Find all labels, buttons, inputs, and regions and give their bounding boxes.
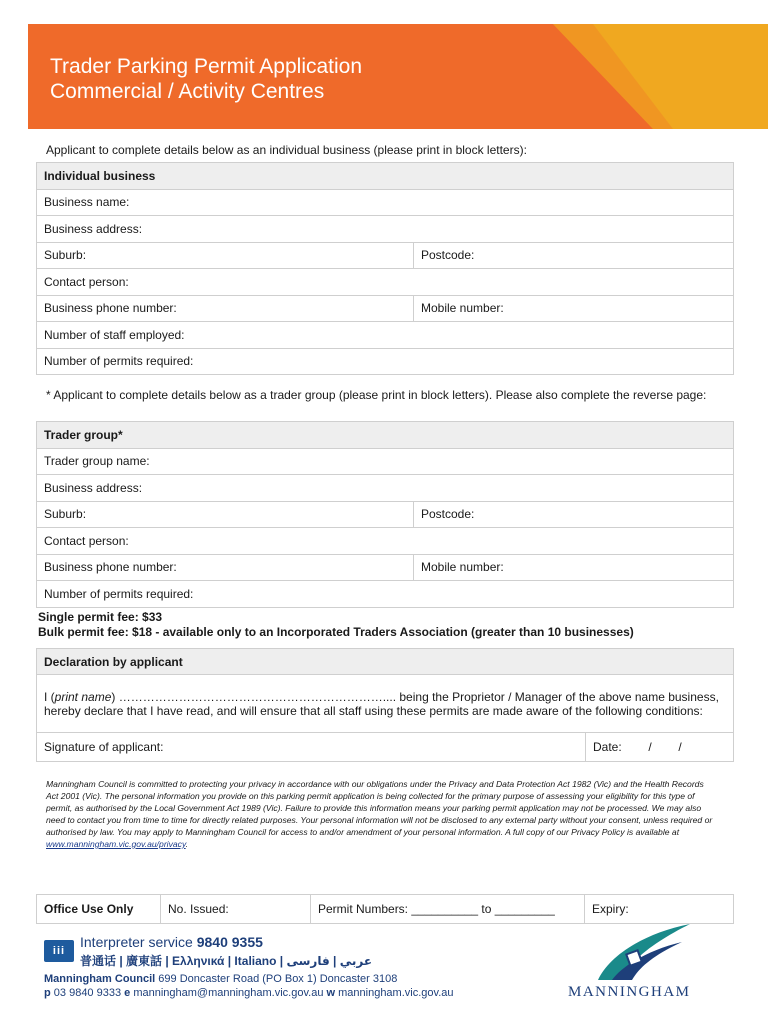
permit-numbers-field[interactable]: Permit Numbers: __________ to _________ xyxy=(311,895,585,924)
business-address-field[interactable]: Business address: xyxy=(37,216,734,243)
office-use-heading: Office Use Only xyxy=(37,895,161,924)
title-line-2: Commercial / Activity Centres xyxy=(50,80,325,103)
web-label: w xyxy=(326,987,336,999)
trader-business-address-field[interactable]: Business address: xyxy=(37,475,734,502)
manningham-logo xyxy=(560,922,720,1002)
expiry-field[interactable]: Expiry: xyxy=(585,895,734,924)
date-field[interactable] xyxy=(586,733,734,762)
council-contact xyxy=(44,972,453,1000)
phone-label: p xyxy=(44,987,51,999)
interpreter-languages: 普通话 | 廣東話 | Ελληνικά | Italiano | عربي | فارسی xyxy=(80,954,373,968)
postcode-field[interactable]: Postcode: xyxy=(414,242,734,269)
banner-yellow-shape xyxy=(553,24,768,129)
print-name-label: print name xyxy=(54,689,112,704)
interpreter-phone[interactable]: 9840 9355 xyxy=(196,934,263,950)
trader-group-table xyxy=(36,421,734,608)
council-email[interactable]: manningham@manningham.vic.gov.au xyxy=(130,987,327,999)
business-phone-field[interactable]: Business phone number: xyxy=(37,295,414,322)
title-line-1: Trader Parking Permit Application xyxy=(50,55,363,78)
privacy-end: . xyxy=(185,839,189,849)
individual-intro: Applicant to complete details below as an individual business (please print in block letters): xyxy=(46,143,527,157)
business-name-field[interactable]: Business name: xyxy=(37,189,734,216)
council-address: 699 Doncaster Road (PO Box 1) Doncaster 3108 xyxy=(155,973,398,985)
manningham-logo-icon xyxy=(560,922,720,984)
trader-permits-required-field[interactable]: Number of permits required: xyxy=(37,581,734,608)
bulk-permit-fee: Bulk permit fee: $18 - available only to an Incorporated Traders Association (greater than 10 businesses) xyxy=(38,625,634,639)
council-phone[interactable]: 03 9840 9333 xyxy=(50,987,125,999)
declaration-heading: Declaration by applicant xyxy=(37,649,734,675)
privacy-policy-link[interactable]: www.manningham.vic.gov.au/privacy xyxy=(46,839,186,849)
trader-contact-person-field[interactable]: Contact person: xyxy=(37,528,734,555)
contact-person-field[interactable]: Contact person: xyxy=(37,269,734,296)
permits-required-field[interactable]: Number of permits required: xyxy=(37,348,734,375)
office-use-table xyxy=(36,894,734,924)
privacy-text: Manningham Council is committed to protecting your privacy in accordance with our obligations under the Privacy and Data Protection Act 1982 (Vic) and the Health Records Act 2001 (Vic). The personal information you provide on this parking permit application is being collected for the primary purpose of assessing your eligibility for this type of permit, as authorised by the Local Government Act 1989 (Vic). Failure to provide this information means your parking permit application may not be processed. We may also need to contact you from time to time for directly related purposes. Your personal information will not be disclosed to any external party without your consent, unless required or authorised by law. You may apply to Manningham Council for access to and/or amendment of your personal information. A full copy of our Privacy Policy is available at xyxy=(46,779,713,837)
trader-mobile-number-field[interactable]: Mobile number: xyxy=(414,554,734,581)
trader-intro: * Applicant to complete details below as a trader group (please print in block letters). Please also complete the reverse page: xyxy=(46,388,707,402)
interpreter-line xyxy=(80,934,263,950)
mobile-number-field[interactable]: Mobile number: xyxy=(414,295,734,322)
manningham-logo-text: MANNINGHAM xyxy=(568,984,691,1000)
permit-fees xyxy=(38,610,634,640)
interpreter-icon: iii xyxy=(44,940,74,962)
privacy-statement xyxy=(46,778,716,850)
page-title xyxy=(50,54,362,104)
council-address-line xyxy=(44,972,453,986)
declaration-table xyxy=(36,648,734,762)
interpreter-label: Interpreter service xyxy=(80,934,197,950)
declaration-body: ) ………………………………………………………….... being the Proprietor / Manager of the above name business, hereby declare that I have read, and will ensure that all staff using these permits are made aware of the following conditions: xyxy=(44,689,719,718)
signature-field[interactable]: Signature of applicant: xyxy=(37,733,586,762)
email-label: e xyxy=(124,987,131,999)
declaration-text xyxy=(37,675,734,733)
declaration-prefix: I ( xyxy=(44,689,55,704)
individual-business-table xyxy=(36,162,734,375)
trader-suburb-field[interactable]: Suburb: xyxy=(37,501,414,528)
council-web[interactable]: manningham.vic.gov.au xyxy=(335,987,454,999)
single-permit-fee: Single permit fee: $33 xyxy=(38,610,163,624)
council-name: Manningham Council xyxy=(44,973,156,985)
date-label: Date: / / xyxy=(593,740,682,754)
trader-postcode-field[interactable]: Postcode: xyxy=(414,501,734,528)
trader-heading: Trader group* xyxy=(37,422,734,449)
no-issued-field[interactable]: No. Issued: xyxy=(161,895,311,924)
staff-employed-field[interactable]: Number of staff employed: xyxy=(37,322,734,349)
individual-heading: Individual business xyxy=(37,163,734,190)
header-banner xyxy=(28,24,768,129)
trader-group-name-field[interactable]: Trader group name: xyxy=(37,448,734,475)
council-contact-line xyxy=(44,986,453,1000)
trader-business-phone-field[interactable]: Business phone number: xyxy=(37,554,414,581)
suburb-field[interactable]: Suburb: xyxy=(37,242,414,269)
